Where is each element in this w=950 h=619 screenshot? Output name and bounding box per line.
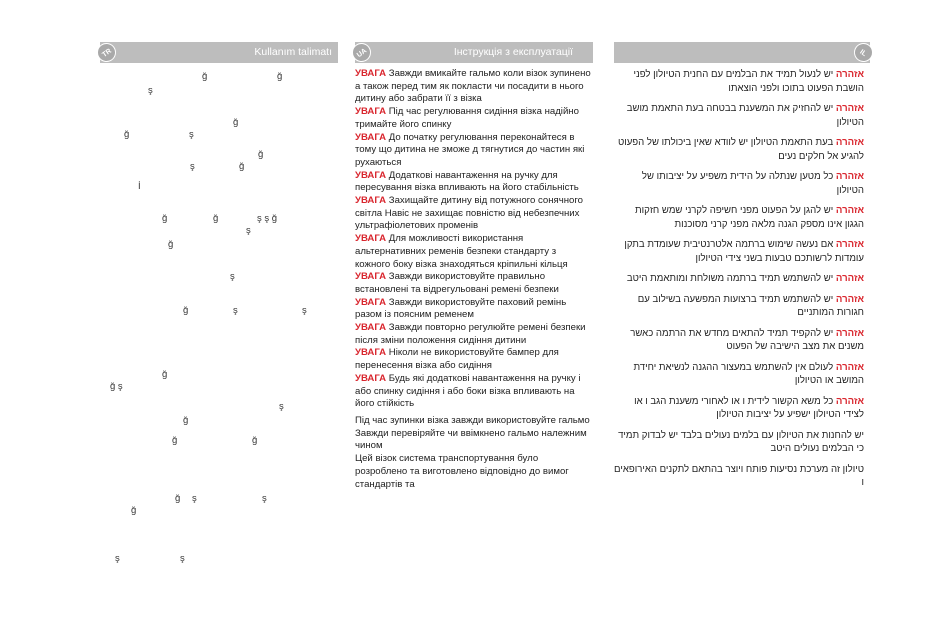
il-header-bar [614,42,870,63]
ua-warning-label: УВАГА [355,195,387,207]
tr-glyph: ş [233,305,238,316]
ua-warning-item [355,271,593,296]
il-warning-label: אזהרה [835,361,864,373]
ua-header-title: Інструкція з експлуатації [453,46,573,58]
il-warning-item [614,102,864,129]
il-warning-text: לעולם אין להשתמש במעצור ההגנה לנשיאת יחידת המושב או הטיולון [633,361,864,386]
tr-glyph: ğ [131,505,137,516]
il-warning-text: יש להחזיק את המשענת בבטחה בעת התאמת מושב הטיולון [626,103,864,128]
ua-header-bar [355,42,593,63]
ua-language-badge: UA [348,39,374,65]
tr-glyph: ğ [258,149,264,160]
ua-warning-label: УВАГА [355,347,387,359]
il-warning-label: אזהרה [835,171,864,182]
ua-warning-text: Під час регулювання сидіння візка надійно тримайте його спинку [355,106,579,130]
column-tr [100,42,338,603]
tr-glyph: ğ [168,239,174,250]
il-warning-label: אזהרה [835,327,864,339]
tr-glyph: ş [246,225,251,236]
il-warning-label: אזהרה [835,395,864,407]
tr-glyph: ğ [172,435,178,446]
il-warning-text: יש להשתמש תמיד ברתמה משולחת ומותאמת היטב [626,273,834,284]
ua-warning-text: Захищайте дитину від потужного сонячного світла Навіс не захищає повністю від небезпечних ультрафіолетових променів [355,195,583,232]
tr-glyph: ş [192,493,197,504]
il-warning-label: אזהרה [835,273,864,284]
il-note: טיולון זה מערכת נסיעות פותח ויוצר בהתאם לתקנים האירופאים ו [614,463,864,488]
tr-glyph: İ [138,181,141,192]
il-warning-text: יש להשתמש תמיד ברצועות המפשעה בשילוב עם חגורות המותניים [637,293,864,318]
il-warning-label: אזהרה [835,239,864,250]
ua-note: Цей візок система транспортування було розроблено та виготовлено відповідно до вимог стандартів та [355,453,569,490]
ua-warning-item [355,322,593,347]
ua-warning-label: УВАГА [355,169,387,181]
tr-glyph: ş [189,129,194,140]
il-warning-label: אזהרה [835,69,864,80]
tr-glyph: ğ [202,71,208,82]
tr-header-bar [100,42,338,63]
il-warning-item [614,293,864,320]
il-warning-text: יש לנעול תמיד את הבלמים עם החנית הטיולון לפני הושבת הפעוט בתוכו ולפני הוצאתו [633,69,864,94]
il-warning-text: יש להגן על הפעוט מפני חשיפה לקרני שמש חזקות הגגון אינו מספק הגנה מלאה מפני קרני מסוכנות [635,205,864,230]
ua-warning-text: Будь які додаткові навантаження на ручку і або спинку сидіння і або боки візка впливають на його стійкість [355,372,581,410]
ua-note: Під час зупинки візка завжди використовуйте гальмо [355,414,590,426]
column-il [614,42,870,497]
tr-language-badge: TR [93,39,119,65]
ua-warning-text: Завжди вмикайте гальмо коли візок зупинено а також перед тим як покласти чи посадити в нього дитину або забрати її з візка [355,68,591,105]
tr-glyph: ğ [162,213,168,224]
il-warning-item [614,361,864,388]
tr-glyph: ğ ş [110,381,123,392]
tr-glyph: ğ [252,435,258,446]
ua-warning-label: УВАГА [355,233,387,245]
il-warning-label: אזהרה [835,205,864,216]
tr-glyph: ş [262,493,267,504]
tr-glyph: ş [115,553,120,564]
ua-warning-label: УВАГА [355,68,387,79]
ua-warning-item [355,347,593,372]
ua-warning-item [355,132,593,170]
tr-glyph: ğ [162,369,168,380]
il-warning-item [614,272,864,286]
ua-warning-label: УВАГА [355,296,387,308]
il-warning-label: אזהרה [835,137,864,148]
il-warning-item [614,170,864,197]
il-warning-item [614,238,864,265]
tr-glyph: ğ [183,415,189,426]
il-body-text [614,63,870,490]
il-warning-item [614,68,864,95]
ua-warning-item [355,233,593,271]
il-warning-text: בעת התאמת הטיולון יש לוודא שאין ביכולתו של הפעוט להגיע אל חלקים נעים [617,137,864,162]
ua-warning-text: До початку регулювання переконайтеся в тому що дитина не зможе д тягнутися до частин які рухаються [355,131,585,168]
tr-glyph: ş [230,271,235,282]
ua-note: Завжди перевіряйте чи ввімкнено гальмо належним чином [355,427,587,452]
ua-warning-label: УВАГА [355,322,387,334]
tr-glyph: ğ [233,117,239,128]
tr-glyph: ş [279,401,284,412]
tr-glyph: ğ [277,71,283,82]
tr-glyph: ğ [239,161,245,172]
ua-warning-item [355,373,593,411]
tr-glyph: ğ [183,305,189,316]
il-language-badge: IL [850,39,876,65]
ua-warning-label: УВАГА [355,106,387,118]
il-warning-item [614,204,864,231]
tr-glyph: ğ [124,129,130,140]
ua-warning-item [355,195,593,233]
ua-warning-text: Завжди використовуйте правильно встановлені та відрегульовані ремені безпеки [355,271,559,295]
il-note: יש להחנות את הטיולון עם בלמים נעולים בלבד יש לבדוק תמיד כי הבלמים נעולים היטב [618,429,864,454]
ua-warning-text: Для можливості використання альтернативних ременів безпеки стандарту з кожного боку візка знаходяться кріпильні кільця [355,233,568,270]
ua-warning-item [355,106,593,131]
ua-warning-label: УВАГА [355,131,387,143]
il-warning-text: יש להקפיד תמיד להתאים מחדש את הרתמה כאשר משנים את מצב הישיבה של הפעוט [630,327,864,352]
ua-warning-text: Ніколи не використовуйте бампер для перенесення візка або сидіння [355,347,559,372]
tr-body-text [100,63,338,603]
ua-warning-item [355,68,593,106]
tr-glyph: ş [302,305,307,316]
tr-glyph: ğ [213,213,219,224]
ua-warning-label: УВАГА [355,271,387,283]
ua-warning-text: Завжди повторно регулюйте ремені безпеки після зміни положення сидіння дитини [355,322,586,346]
tr-glyph: ş [190,161,195,172]
il-warning-item [614,395,864,422]
ua-warning-text: Завжди використовуйте паховий ремінь разом із поясним ременем [355,296,567,321]
ua-warning-item [355,170,593,195]
tr-glyph: ş ş ğ [257,213,278,224]
il-warning-text: אם נעשה שימוש ברתמה אלטרנטיבית שעומדת בתקן עומדות לרשותכם טבעות בשני צידי הטיולון [624,239,864,264]
ua-warning-text: Додаткові навантаження на ручку для пересування візка впливають на його стабільність [355,169,579,194]
il-warning-label: אזהרה [835,293,864,305]
tr-glyph: ş [180,553,185,564]
il-warning-text: כל משא הקשור לידית ו או לאחורי משענת הגב ו או לצידי הטיולון ישפיע על יציבות הטיולון [634,395,864,420]
tr-header-title: Kullanım talimatı [254,46,332,58]
ua-warning-item [355,297,593,322]
tr-glyph: ş [148,85,153,96]
ua-body-text [355,63,593,491]
il-warning-label: אזהרה [835,103,864,114]
column-ua [355,42,593,491]
il-warning-item [614,327,864,354]
il-warning-text: כל מטען שנתלה על הידית משפיע על יציבותו של הטיולון [641,171,864,196]
il-warning-item [614,136,864,163]
ua-warning-label: УВАГА [355,372,387,384]
tr-glyph: ğ [175,493,181,504]
